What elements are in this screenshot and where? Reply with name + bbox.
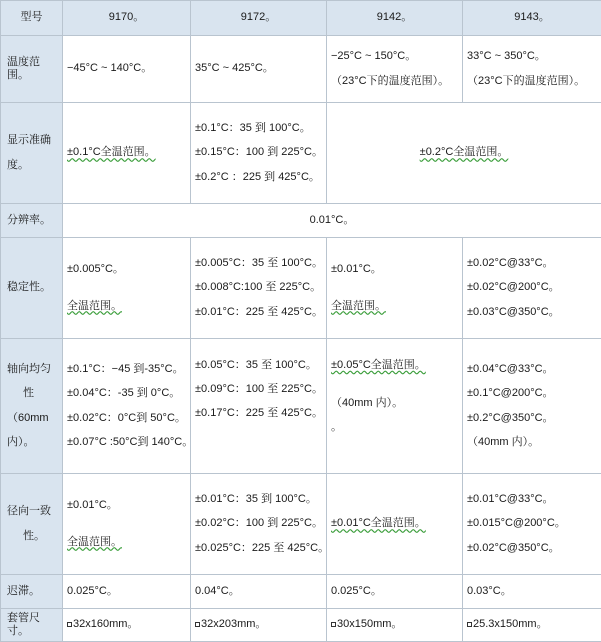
cell-9172 [191,238,327,339]
cell-9142 [327,36,463,103]
cell-line: ±0.07°C :50°C到 140°C。 [67,436,186,449]
cell-line: ±0.1°C：−45 到-35°C。 [67,363,186,376]
row-label: 温度范围。 [1,36,63,103]
cell-line: ±0.17°C：225 至 425°C。 [195,407,322,420]
cell-9142 [327,609,463,642]
cell-line: ±0.008°C:100 至 225°C。 [195,281,322,294]
cell-9172 [191,474,327,575]
row-label-line: 轴向均匀 [7,363,58,376]
cell-9170: 0.025°C。 [63,575,191,609]
header-model-9172: 9172。 [191,1,327,36]
cell-line: ±0.2°C ：225 到 425°C。 [195,171,322,184]
cell-line: ±0.005°C：35 至 100°C。 [195,257,322,270]
cell-9143 [463,36,601,103]
cell-text: 32x160mm。 [73,618,138,630]
cell-line: 33°C ~ 350°C。 [467,50,597,63]
cell-text: ±0.1°C全温范围。 [67,146,156,158]
cell-line: 全温范围。 [67,536,122,549]
cell-line: （40mm 内）。 [467,436,597,449]
cell-9172 [191,103,327,204]
header-model-label: 型号 [1,1,63,36]
cell-line: ±0.1°C@200°C。 [467,387,597,400]
cell-9142 [327,238,463,339]
cell-9143: 0.03°C。 [463,575,601,609]
cell-line: （23°C下的温度范围）。 [467,75,597,88]
cell-line: ±0.025°C：225 至 425°C。 [195,542,322,555]
header-row [1,1,601,36]
cell-text: 32x203mm。 [201,618,266,630]
row-label [1,474,63,575]
cell-9170 [63,609,191,642]
cell-line: ±0.02°C@350°C。 [467,542,597,555]
row-label-line: （60mm [7,412,58,425]
cell-line: ±0.02°C@33°C。 [467,257,597,270]
cell-line: 全温范围。 [67,300,122,313]
cell-line: ±0.15°C：100 到 225°C。 [195,146,322,159]
cell-line: ±0.01°C：35 到 100°C。 [195,493,322,506]
cell-9170: −45°C ~ 140°C。 [63,36,191,103]
cell-line: ±0.05°C全温范围。 [331,359,426,372]
cell-line: ±0.03°C@350°C。 [467,306,597,319]
cell-9142: 0.025°C。 [327,575,463,609]
cell-line: ±0.02°C：100 到 225°C。 [195,517,322,530]
header-model-9170: 9170。 [63,1,191,36]
cell-line: ±0.02°C：0°C到 50°C。 [67,412,186,425]
cell-9143 [463,474,601,575]
cell-9142 [327,474,463,575]
row-display-accuracy [1,103,601,204]
cell-text: 30x150mm。 [337,618,402,630]
cell-9143 [463,339,601,474]
row-label-line: 显示准确 [7,134,58,147]
bullet-square-icon [467,622,472,627]
bullet-square-icon [331,622,336,627]
row-axial-uniformity [1,339,601,474]
cell-line: 。 [331,421,458,434]
cell-line: （40mm 内）。 [331,397,458,410]
cell-9172 [191,609,327,642]
cell-line: ±0.1°C：35 到 100°C。 [195,122,322,135]
cell-9142-9143 [327,103,601,204]
cell-line: ±0.04°C@33°C。 [467,363,597,376]
cell-9170 [63,339,191,474]
row-label: 分辨率。 [1,204,63,238]
cell-line: ±0.01°C：225 至 425°C。 [195,306,322,319]
cell-text: ±0.01°C全温范围。 [331,517,426,529]
bullet-square-icon [195,622,200,627]
row-label: 迟滞。 [1,575,63,609]
cell-9170 [63,238,191,339]
row-label: 套管尺寸。 [1,609,63,642]
cell-line: ±0.05°C：35 至 100°C。 [195,359,322,372]
cell-line: −25°C ~ 150°C。 [331,50,458,63]
cell-line: ±0.01°C@33°C。 [467,493,597,506]
cell-line: ±0.04°C：-35 到 0°C。 [67,387,186,400]
row-label [1,339,63,474]
cell-line: ±0.015°C@200°C。 [467,517,597,530]
cell-line: ±0.01°C。 [67,499,186,512]
header-model-9142: 9142。 [327,1,463,36]
cell-9142 [327,339,463,474]
cell-line: ±0.02°C@200°C。 [467,281,597,294]
row-resolution [1,204,601,238]
row-label: 稳定性。 [1,238,63,339]
cell-line: ±0.2°C@350°C。 [467,412,597,425]
cell-text: ±0.2°C全温范围。 [420,146,509,158]
cell-9172: 35°C ~ 425°C。 [191,36,327,103]
cell-9170 [63,103,191,204]
row-temp-range [1,36,601,103]
cell-line: 全温范围。 [331,300,386,313]
cell-line: ±0.01°C。 [331,263,458,276]
cell-line: ±0.09°C：100 至 225°C。 [195,383,322,396]
cell-line: ±0.005°C。 [67,263,186,276]
row-label [1,103,63,204]
row-label-line: 度。 [7,159,58,172]
cell-9172 [191,339,327,474]
cell-9170 [63,474,191,575]
row-label-line: 性。 [7,530,58,543]
row-label-line: 径向一致 [7,505,58,518]
cell-text: 25.3x150mm。 [473,618,548,630]
row-stability [1,238,601,339]
header-model-9143: 9143。 [463,1,601,36]
row-label-line: 内）。 [7,436,58,449]
cell-line: （23°C下的温度范围）。 [331,75,458,88]
row-radial-uniformity [1,474,601,575]
cell-9143 [463,609,601,642]
cell-9143 [463,238,601,339]
row-label-line: 性 [7,387,58,400]
cell-9172: 0.04°C。 [191,575,327,609]
cell-all-models: 0.01°C。 [63,204,601,238]
row-hysteresis [1,575,601,609]
bullet-square-icon [67,622,72,627]
row-sleeve-size [1,609,601,642]
